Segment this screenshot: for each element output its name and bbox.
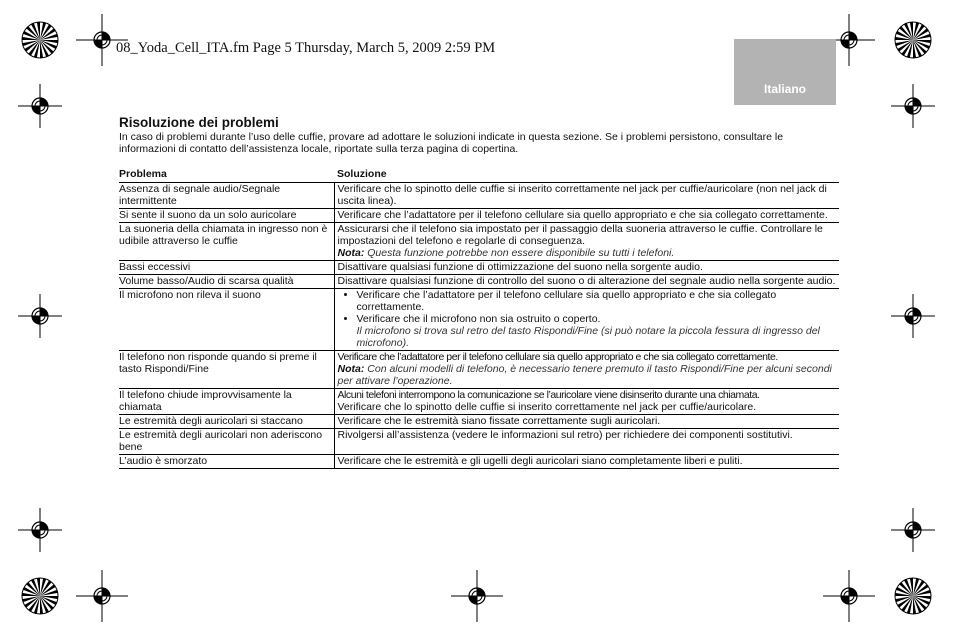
solution-bullet-list <box>338 289 840 349</box>
note-text: Con alcuni modelli di telefono, è necessario tenere premuto il tasto Rispondi/Fine per alcuni secondi per attivare l’operazione. <box>337 363 832 387</box>
crosshair-mark-icon <box>891 508 935 552</box>
table-row <box>119 455 839 469</box>
crosshair-mark-icon <box>823 570 875 622</box>
table-row <box>119 351 839 389</box>
note-label: Nota: <box>337 363 365 375</box>
problem-cell: Le estremità degli auricolari si staccano <box>119 415 334 429</box>
solution-text: Verificare che lo spinotto delle cuffie si inserito correttamente nel jack per cuffie/auricolare. <box>337 401 757 413</box>
table-row <box>119 415 839 429</box>
problem-cell: L’audio è smorzato <box>119 455 334 469</box>
language-tab-label: Italiano <box>763 82 806 96</box>
solution-note <box>338 247 840 259</box>
crosshair-mark-icon <box>76 570 128 622</box>
file-header: 08_Yoda_Cell_ITA.fm Page 5 Thursday, March 5, 2009 2:59 PM <box>116 40 496 56</box>
starburst-mark-icon <box>21 21 59 59</box>
table-header-row <box>119 168 839 183</box>
column-header-problem: Problema <box>119 168 334 183</box>
solution-cell: Disattivare qualsiasi funzione di ottimizzazione del suono nella sorgente audio. <box>334 261 839 275</box>
section-title: Risoluzione dei problemi <box>119 115 279 130</box>
problem-cell: Assenza di segnale audio/Segnale intermittente <box>119 183 334 209</box>
solution-cell: Verificare che lo spinotto delle cuffie si inserito correttamente nel jack per cuffie/auricolare (non nel jack di uscita linea). <box>334 183 839 209</box>
bullet-note: Il microfono si trova sul retro del tasto Rispondi/Fine (si può notare la piccola fessura di ingresso del microfono). <box>356 325 820 349</box>
starburst-mark-icon <box>894 21 932 59</box>
troubleshooting-table <box>119 168 839 469</box>
solution-cell <box>334 223 839 261</box>
problem-cell: Si sente il suono da un solo auricolare <box>119 209 334 223</box>
language-tab <box>734 39 836 105</box>
table-row <box>119 275 839 289</box>
note-label: Nota: <box>337 247 365 259</box>
crosshair-mark-icon <box>451 570 503 622</box>
table-row <box>119 183 839 209</box>
crosshair-mark-icon <box>18 84 62 128</box>
problem-cell: Il telefono chiude improvvisamente la chiamata <box>119 389 334 415</box>
table-row <box>119 389 839 415</box>
section-intro: In caso di problemi durante l’uso delle cuffie, provare ad adottare le soluzioni indicate in questa sezione. Se i problemi persistono, consultare le informazioni di contatto dell’assistenza locale, riportate sulla terza pagina di copertina. <box>119 131 784 155</box>
problem-cell: Volume basso/Audio di scarsa qualità <box>119 275 334 289</box>
list-item: • Verificare che l’adattatore per il telefono cellulare sia quello appropriato e che sia collegato correttamente. <box>357 289 840 313</box>
starburst-mark-icon <box>21 577 59 615</box>
column-header-solution: Soluzione <box>334 168 839 183</box>
list-item <box>357 313 840 349</box>
troubleshooting-section <box>119 115 839 469</box>
problem-cell: Le estremità degli auricolari non aderiscono bene <box>119 429 334 455</box>
starburst-mark-icon <box>894 577 932 615</box>
solution-cell: Verificare che l’adattatore per il telefono cellulare sia quello appropriato e che sia collegato correttamente. <box>334 209 839 223</box>
solution-text: Alcuni telefoni interrompono la comunicazione se l’auricolare viene disinserito durante una chiamata. <box>337 389 760 401</box>
solution-cell <box>334 351 839 389</box>
solution-cell: Rivolgersi all’assistenza (vedere le informazioni sul retro) per richiedere dei componenti sostitutivi. <box>334 429 839 455</box>
table-row <box>119 261 839 275</box>
solution-cell <box>334 389 839 415</box>
note-text: Questa funzione potrebbe non essere disponibile su tutti i telefoni. <box>367 247 675 259</box>
problem-cell: Il telefono non risponde quando si preme il tasto Rispondi/Fine <box>119 351 334 389</box>
solution-note <box>338 363 840 387</box>
problem-cell: Il microfono non rileva il suono <box>119 289 334 351</box>
crosshair-mark-icon <box>891 84 935 128</box>
problem-cell: Bassi eccessivi <box>119 261 334 275</box>
table-row <box>119 289 839 351</box>
solution-cell: Verificare che le estremità siano fissate correttamente sugli auricolari. <box>334 415 839 429</box>
solution-text: Verificare che l’adattatore per il telefono cellulare sia quello appropriato e che sia collegato correttamente. <box>337 351 778 363</box>
crosshair-mark-icon <box>891 294 935 338</box>
table-row <box>119 223 839 261</box>
crosshair-mark-icon <box>18 294 62 338</box>
solution-cell <box>334 289 839 351</box>
problem-cell: La suoneria della chiamata in ingresso non è udibile attraverso le cuffie <box>119 223 334 261</box>
solution-cell: Disattivare qualsiasi funzione di controllo del suono o di alterazione del segnale audio nella sorgente audio. <box>334 275 839 289</box>
solution-text: Assicurarsi che il telefono sia impostato per il passaggio della suoneria attraverso le cuffie. Controllare le impostazioni del telefono e regolarle di conseguenza. <box>337 223 823 247</box>
table-row <box>119 429 839 455</box>
table-row <box>119 209 839 223</box>
bullet-text: Verificare che il microfono non sia ostruito o coperto. <box>356 313 601 325</box>
solution-cell: Verificare che le estremità e gli ugelli degli auricolari siano completamente liberi e puliti. <box>334 455 839 469</box>
crosshair-mark-icon <box>18 508 62 552</box>
